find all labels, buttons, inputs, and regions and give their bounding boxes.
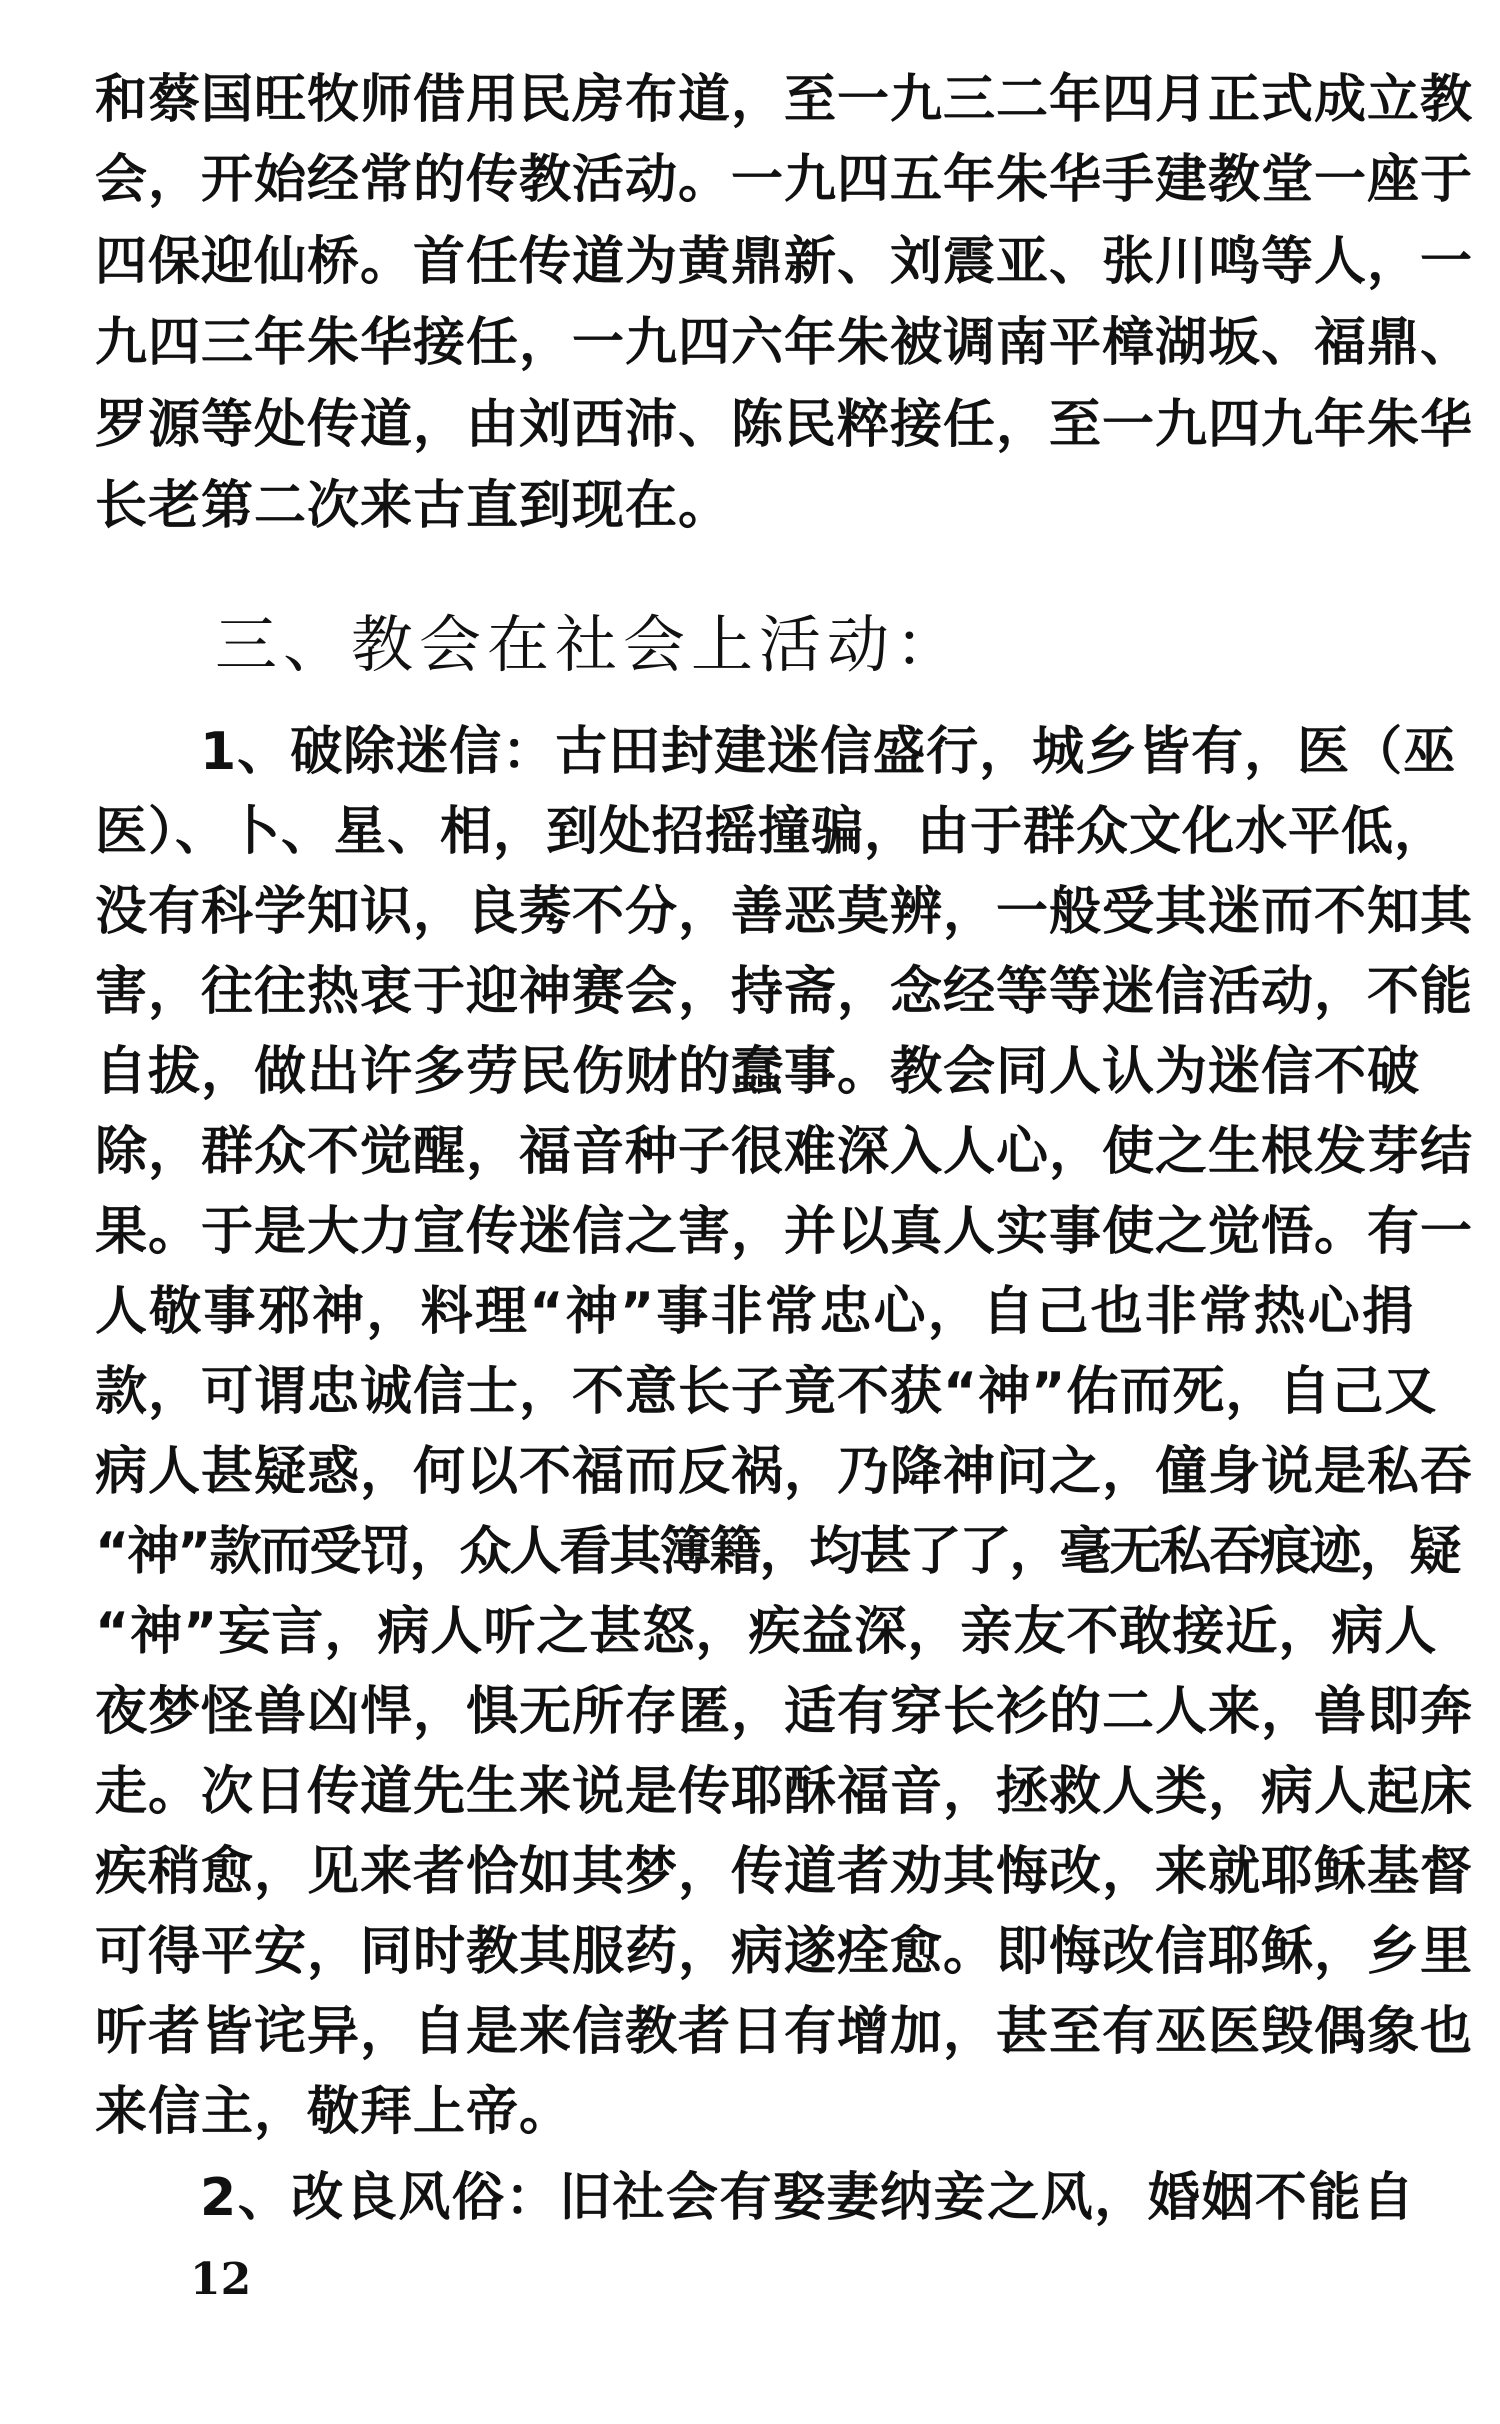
section-heading: 三、教会在社会上活动： xyxy=(215,608,964,681)
text-line: “神”妄言，病人听之甚怒，疾益深，亲友不敢接近，病人 xyxy=(95,1602,1438,1662)
text-line: 夜梦怪兽凶悍，惧无所存匿，适有穿长衫的二人来，兽即奔 xyxy=(95,1682,1474,1742)
text-line: 医）、卜、星、相，到处招摇撞骗，由于群众文化水平低， xyxy=(95,802,1448,862)
text-line: 和蔡国旺牧师借用民房布道，至一九三二年四月正式成立教 xyxy=(95,70,1474,130)
text-line: 款，可谓忠诚信士，不意长子竟不获“神”佑而死，自己又 xyxy=(95,1362,1438,1422)
text-line: 来信主，敬拜上帝。 xyxy=(95,2082,573,2142)
text-line: “神”款而受罚，众人看其簿籍，均甚了了，毫无私吞痕迹，疑 xyxy=(95,1522,1460,1582)
text-line: 2、改良风俗：旧社会有娶妻纳妾之风，婚姻不能自 xyxy=(200,2168,1415,2228)
text-line: 病人甚疑惑，何以不福而反祸，乃降神问之，僮身说是私吞 xyxy=(95,1442,1474,1502)
text-line: 1、破除迷信：古田封建迷信盛行，城乡皆有，医（巫 xyxy=(200,722,1457,782)
text-line: 没有科学知识，良莠不分，善恶莫辨，一般受其迷而不知其 xyxy=(95,882,1474,942)
text-line: 四保迎仙桥。首任传道为黄鼎新、刘震亚、张川鸣等人，一 xyxy=(95,232,1474,292)
text-line: 九四三年朱华接任，一九四六年朱被调南平樟湖坂、福鼎、 xyxy=(95,313,1474,373)
text-line: 听者皆诧异，自是来信教者日有增加，甚至有巫医毁偶象也 xyxy=(95,2002,1474,2062)
text-line: 疾稍愈，见来者恰如其梦，传道者劝其悔改，来就耶稣基督 xyxy=(95,1842,1474,1902)
text-line: 会，开始经常的传教活动。一九四五年朱华手建教堂一座于 xyxy=(95,150,1474,210)
text-line: 人敬事邪神，料理“神”事非常忠心，自己也非常热心捐 xyxy=(95,1282,1415,1342)
text-line: 果。于是大力宣传迷信之害，并以真人实事使之觉悟。有一 xyxy=(95,1202,1474,1262)
text-line: 除，群众不觉醒，福音种子很难深入人心，使之生根发芽结 xyxy=(95,1122,1474,1182)
text-line: 害，往往热衷于迎神赛会，持斋，念经等等迷信活动，不能 xyxy=(95,962,1474,1022)
text-line: 罗源等处传道，由刘西沛、陈民粹接任，至一九四九年朱华 xyxy=(95,395,1474,455)
text-line: 走。次日传道先生来说是传耶酥福音，拯救人类，病人起床 xyxy=(95,1762,1474,1822)
text-line: 可得平安，同时教其服药，病遂痊愈。即悔改信耶稣，乡里 xyxy=(95,1922,1474,1982)
text-line: 自拔，做出许多劳民伤财的蠢事。教会同人认为迷信不破 xyxy=(95,1042,1421,1102)
text-line: 长老第二次来古直到现在。 xyxy=(95,476,732,536)
page-number: 12 xyxy=(190,2254,252,2305)
